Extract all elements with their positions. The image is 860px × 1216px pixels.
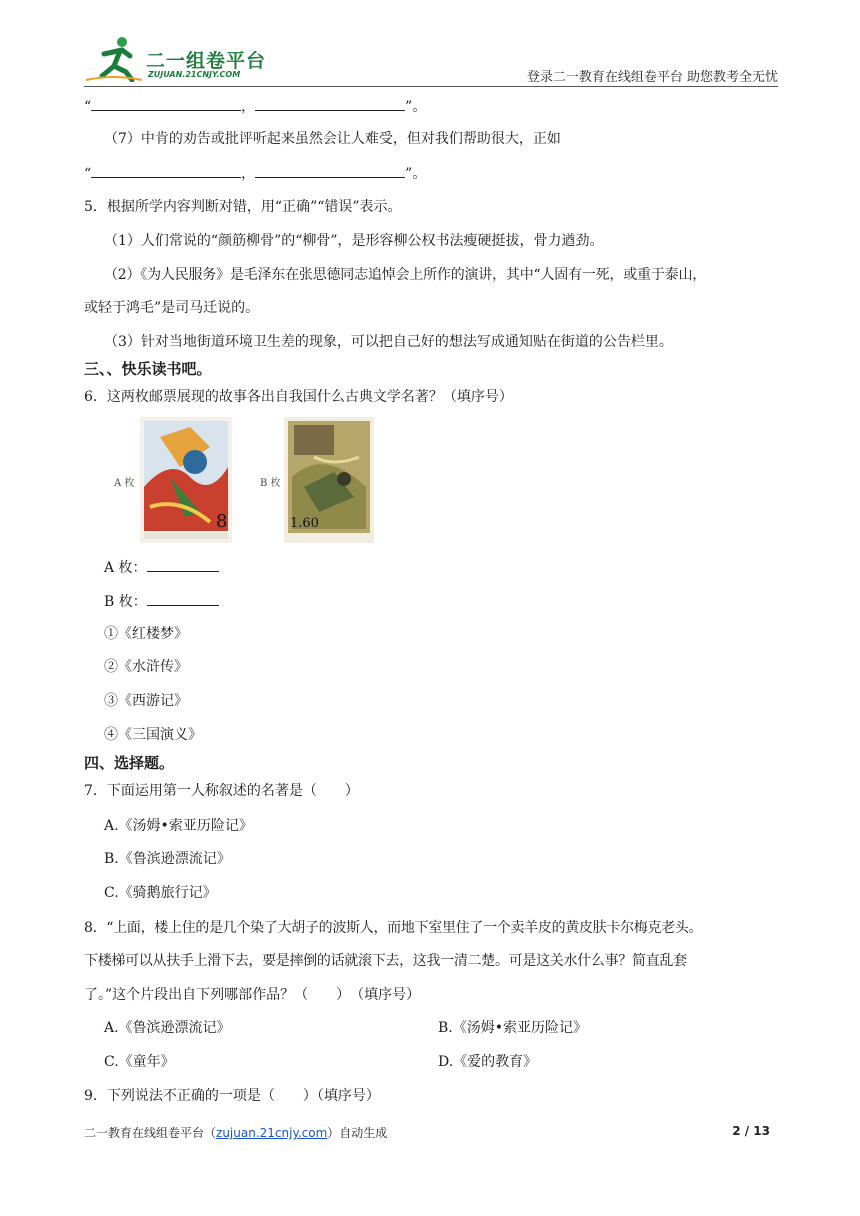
site-logo[interactable] <box>84 34 284 82</box>
q8-option-a[interactable]: A.《鲁滨逊漂流记》 <box>104 1020 231 1036</box>
footer-link[interactable]: zujuan.21cnjy.com <box>216 1126 328 1140</box>
q7-option-a[interactable]: A.《汤姆•索亚历险记》 <box>104 818 253 834</box>
answer-b-blank[interactable] <box>147 591 219 606</box>
close-quote: ”。 <box>405 166 427 182</box>
answer-blank[interactable] <box>91 96 241 111</box>
option-1: ①《红楼梦》 <box>104 626 188 642</box>
section-4-heading: 四、选择题。 <box>84 754 175 772</box>
separator: ， <box>241 99 256 115</box>
option-4: ④《三国演义》 <box>104 727 202 743</box>
question-5-item-1: （1）人们常说的“颜筋柳骨”的“柳骨”，是形容柳公权书法瘦硬挺拔，骨力遒劲。 <box>104 233 604 249</box>
answer-a-label: A 枚： <box>104 560 147 576</box>
answer-b-row <box>104 591 219 612</box>
answer-blank[interactable] <box>255 163 405 178</box>
q8-option-b[interactable]: B.《汤姆•索亚历险记》 <box>438 1020 587 1036</box>
question-8-line-3: 了。”这个片段出自下列哪部作品？（ ） （填序号） <box>84 987 421 1003</box>
runner-logo-icon <box>84 34 144 82</box>
page-footer <box>84 1124 778 1141</box>
question-7-stem: 7．下面运用第一人称叙述的名著是（ ） <box>84 783 359 799</box>
stamp-a-value: 8 <box>216 511 228 532</box>
q7-option-c[interactable]: C.《骑鹅旅行记》 <box>104 885 217 901</box>
question-5-stem: 5．根据所学内容判断对错，用“正确”“错误”表示。 <box>84 199 402 215</box>
stamp-a-image <box>140 417 232 547</box>
answer-b-label: B 枚： <box>104 594 147 610</box>
stamp-b-image <box>284 417 374 547</box>
page-number: 2 / 13 <box>732 1124 770 1138</box>
option-3: ③《西游记》 <box>104 693 188 709</box>
answer-a-row <box>104 557 219 578</box>
answer-blank[interactable] <box>91 163 241 178</box>
footer-suffix: ）自动生成 <box>327 1126 388 1140</box>
footer-prefix: 二一教育在线组卷平台（ <box>84 1126 217 1140</box>
fill-line-7 <box>84 163 426 184</box>
page-header <box>84 34 778 87</box>
header-slogan[interactable]: 登录二一教育在线组卷平台 助您教考全无忧 <box>526 70 778 85</box>
question-5-item-2-cont: 或轻于鸿毛”是司马迁说的。 <box>84 300 260 316</box>
logo-title: 二一组卷平台 <box>146 50 267 72</box>
option-2: ②《水浒传》 <box>104 659 188 675</box>
answer-blank[interactable] <box>255 96 405 111</box>
question-6-stem: 6．这两枚邮票展现的故事各出自我国什么古典文学名著？（填序号） <box>84 389 513 405</box>
question-8-line-2: 下楼梯可以从扶手上滑下去，要是摔倒的话就滚下去，这我一清二楚。可是这关水什么事？简直乱套 <box>84 953 687 969</box>
q7-option-b[interactable]: B.《鲁滨逊漂流记》 <box>104 851 231 867</box>
q8-option-d[interactable]: D.《爱的教育》 <box>438 1054 538 1070</box>
stamp-b-value: 1.60 <box>290 516 319 531</box>
stamp-b-label: B 枚 <box>260 478 281 489</box>
question-5-item-2: （2）《为人民服务》是毛泽东在张思德同志追悼会上所作的演讲，其中“人固有一死，或重于泰山， <box>104 267 707 283</box>
answer-a-blank[interactable] <box>147 557 219 572</box>
fill-line-top <box>84 96 426 117</box>
question-8-line-1: 8．“上面，楼上住的是几个染了大胡子的波斯人，而地下室里住了一个卖羊皮的黄皮肤卡尔梅克老头。 <box>84 920 703 936</box>
section-3-heading: 三、、快乐读书吧。 <box>84 360 212 378</box>
question-5-item-3: （3）针对当地街道环境卫生差的现象，可以把自己好的想法写成通知贴在街道的公告栏里。 <box>104 334 673 350</box>
logo-subtitle: ZUJUAN.21CNJY.COM <box>148 70 241 79</box>
open-quote: “ <box>84 99 92 115</box>
open-quote: “ <box>84 166 92 182</box>
stamp-a-label: A 枚 <box>114 478 135 489</box>
question-9-stem: 9．下列说法不正确的一项是（ ）（填序号） <box>84 1088 380 1104</box>
sub-question-7: （7）中肯的劝告或批评听起来虽然会让人难受，但对我们帮助很大，正如 <box>104 131 561 147</box>
separator: ， <box>241 166 256 182</box>
close-quote: ”。 <box>405 99 427 115</box>
q8-option-c[interactable]: C.《童年》 <box>104 1054 175 1070</box>
